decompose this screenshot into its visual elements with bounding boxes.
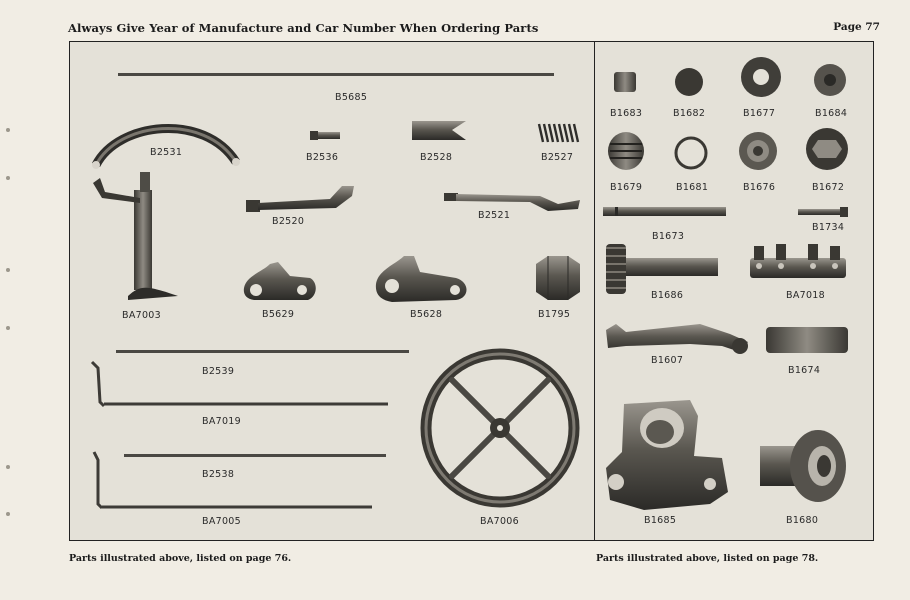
part-b1679-pulley: [608, 132, 644, 170]
part-b1680-housing: [760, 430, 846, 502]
part-label-b1683: B1683: [610, 108, 643, 119]
part-b1676-bearing: [739, 132, 777, 170]
part-label-b2521: B2521: [478, 210, 511, 221]
part-label-b2528: B2528: [420, 152, 453, 163]
part-ba7005-rod: [94, 452, 372, 508]
part-b2539-rod: [116, 350, 409, 353]
part-label-ba7019: BA7019: [202, 416, 241, 427]
part-b2536-bolt: [310, 131, 340, 140]
part-label-b2538: B2538: [202, 469, 235, 480]
part-label-b1676: B1676: [743, 182, 776, 193]
part-b1685-housing: [606, 400, 728, 510]
part-b2520-lever: [246, 186, 354, 212]
part-b2521-lever: [444, 193, 580, 211]
part-b1677-washer: [741, 57, 781, 97]
part-b1682-disc: [675, 68, 703, 96]
part-b1672-hex-nut: [806, 128, 848, 170]
part-b5685-rod: [118, 73, 554, 76]
part-ba7019-rod: [92, 362, 388, 406]
part-label-b1682: B1682: [673, 108, 706, 119]
part-b1673-shaft: [603, 207, 726, 216]
part-b5629-bracket: [244, 262, 316, 300]
part-label-b1685: B1685: [644, 515, 677, 526]
part-label-ba7005: BA7005: [202, 516, 241, 527]
part-label-b1672: B1672: [812, 182, 845, 193]
part-b2527-spring: [539, 124, 578, 142]
part-label-b1677: B1677: [743, 108, 776, 119]
part-b1684-nut: [814, 64, 846, 96]
part-ba7006-steering-wheel: [426, 354, 574, 502]
part-label-b1607: B1607: [651, 355, 684, 366]
part-b5628-bracket: [376, 256, 467, 302]
part-label-b2531: B2531: [150, 147, 183, 158]
part-label-b5628: B5628: [410, 309, 443, 320]
part-b2538-rod: [124, 454, 386, 457]
part-label-b1734: B1734: [812, 222, 845, 233]
footer-note-left: Parts illustrated above, listed on page 76.: [69, 553, 292, 564]
part-b1681-snap-ring: [676, 138, 706, 168]
part-b1674-sleeve: [766, 327, 848, 353]
part-ba7003-stand: [93, 172, 178, 300]
part-b1734-bolt: [798, 207, 848, 217]
footer-note-right: Parts illustrated above, listed on page 78.: [596, 553, 819, 564]
part-label-b1679: B1679: [610, 182, 643, 193]
part-label-b1673: B1673: [652, 231, 685, 242]
part-label-b2539: B2539: [202, 366, 235, 377]
part-b1683-bushing: [614, 72, 636, 92]
part-b1607-crank-arm: [606, 324, 748, 354]
part-label-b1795: B1795: [538, 309, 571, 320]
part-label-b5685: B5685: [335, 92, 368, 103]
part-ba7018-manifold: [750, 244, 846, 278]
part-label-b2527: B2527: [541, 152, 574, 163]
part-label-ba7018: BA7018: [786, 290, 825, 301]
part-label-b1686: B1686: [651, 290, 684, 301]
part-label-b5629: B5629: [262, 309, 295, 320]
part-label-b2520: B2520: [272, 216, 305, 227]
part-b1795-cap-nut: [536, 256, 580, 300]
part-label-b1680: B1680: [786, 515, 819, 526]
part-label-b1681: B1681: [676, 182, 709, 193]
part-label-b1674: B1674: [788, 365, 821, 376]
part-label-b1684: B1684: [815, 108, 848, 119]
part-b2528-sleeve: [412, 121, 466, 140]
page-header-title: Always Give Year of Manufacture and Car Number When Ordering Parts: [68, 21, 539, 35]
part-label-ba7006: BA7006: [480, 516, 519, 527]
part-b1686-gear-shaft: [606, 244, 718, 294]
page-number: Page 77: [833, 21, 880, 33]
part-label-b2536: B2536: [306, 152, 339, 163]
part-label-ba7003: BA7003: [122, 310, 161, 321]
